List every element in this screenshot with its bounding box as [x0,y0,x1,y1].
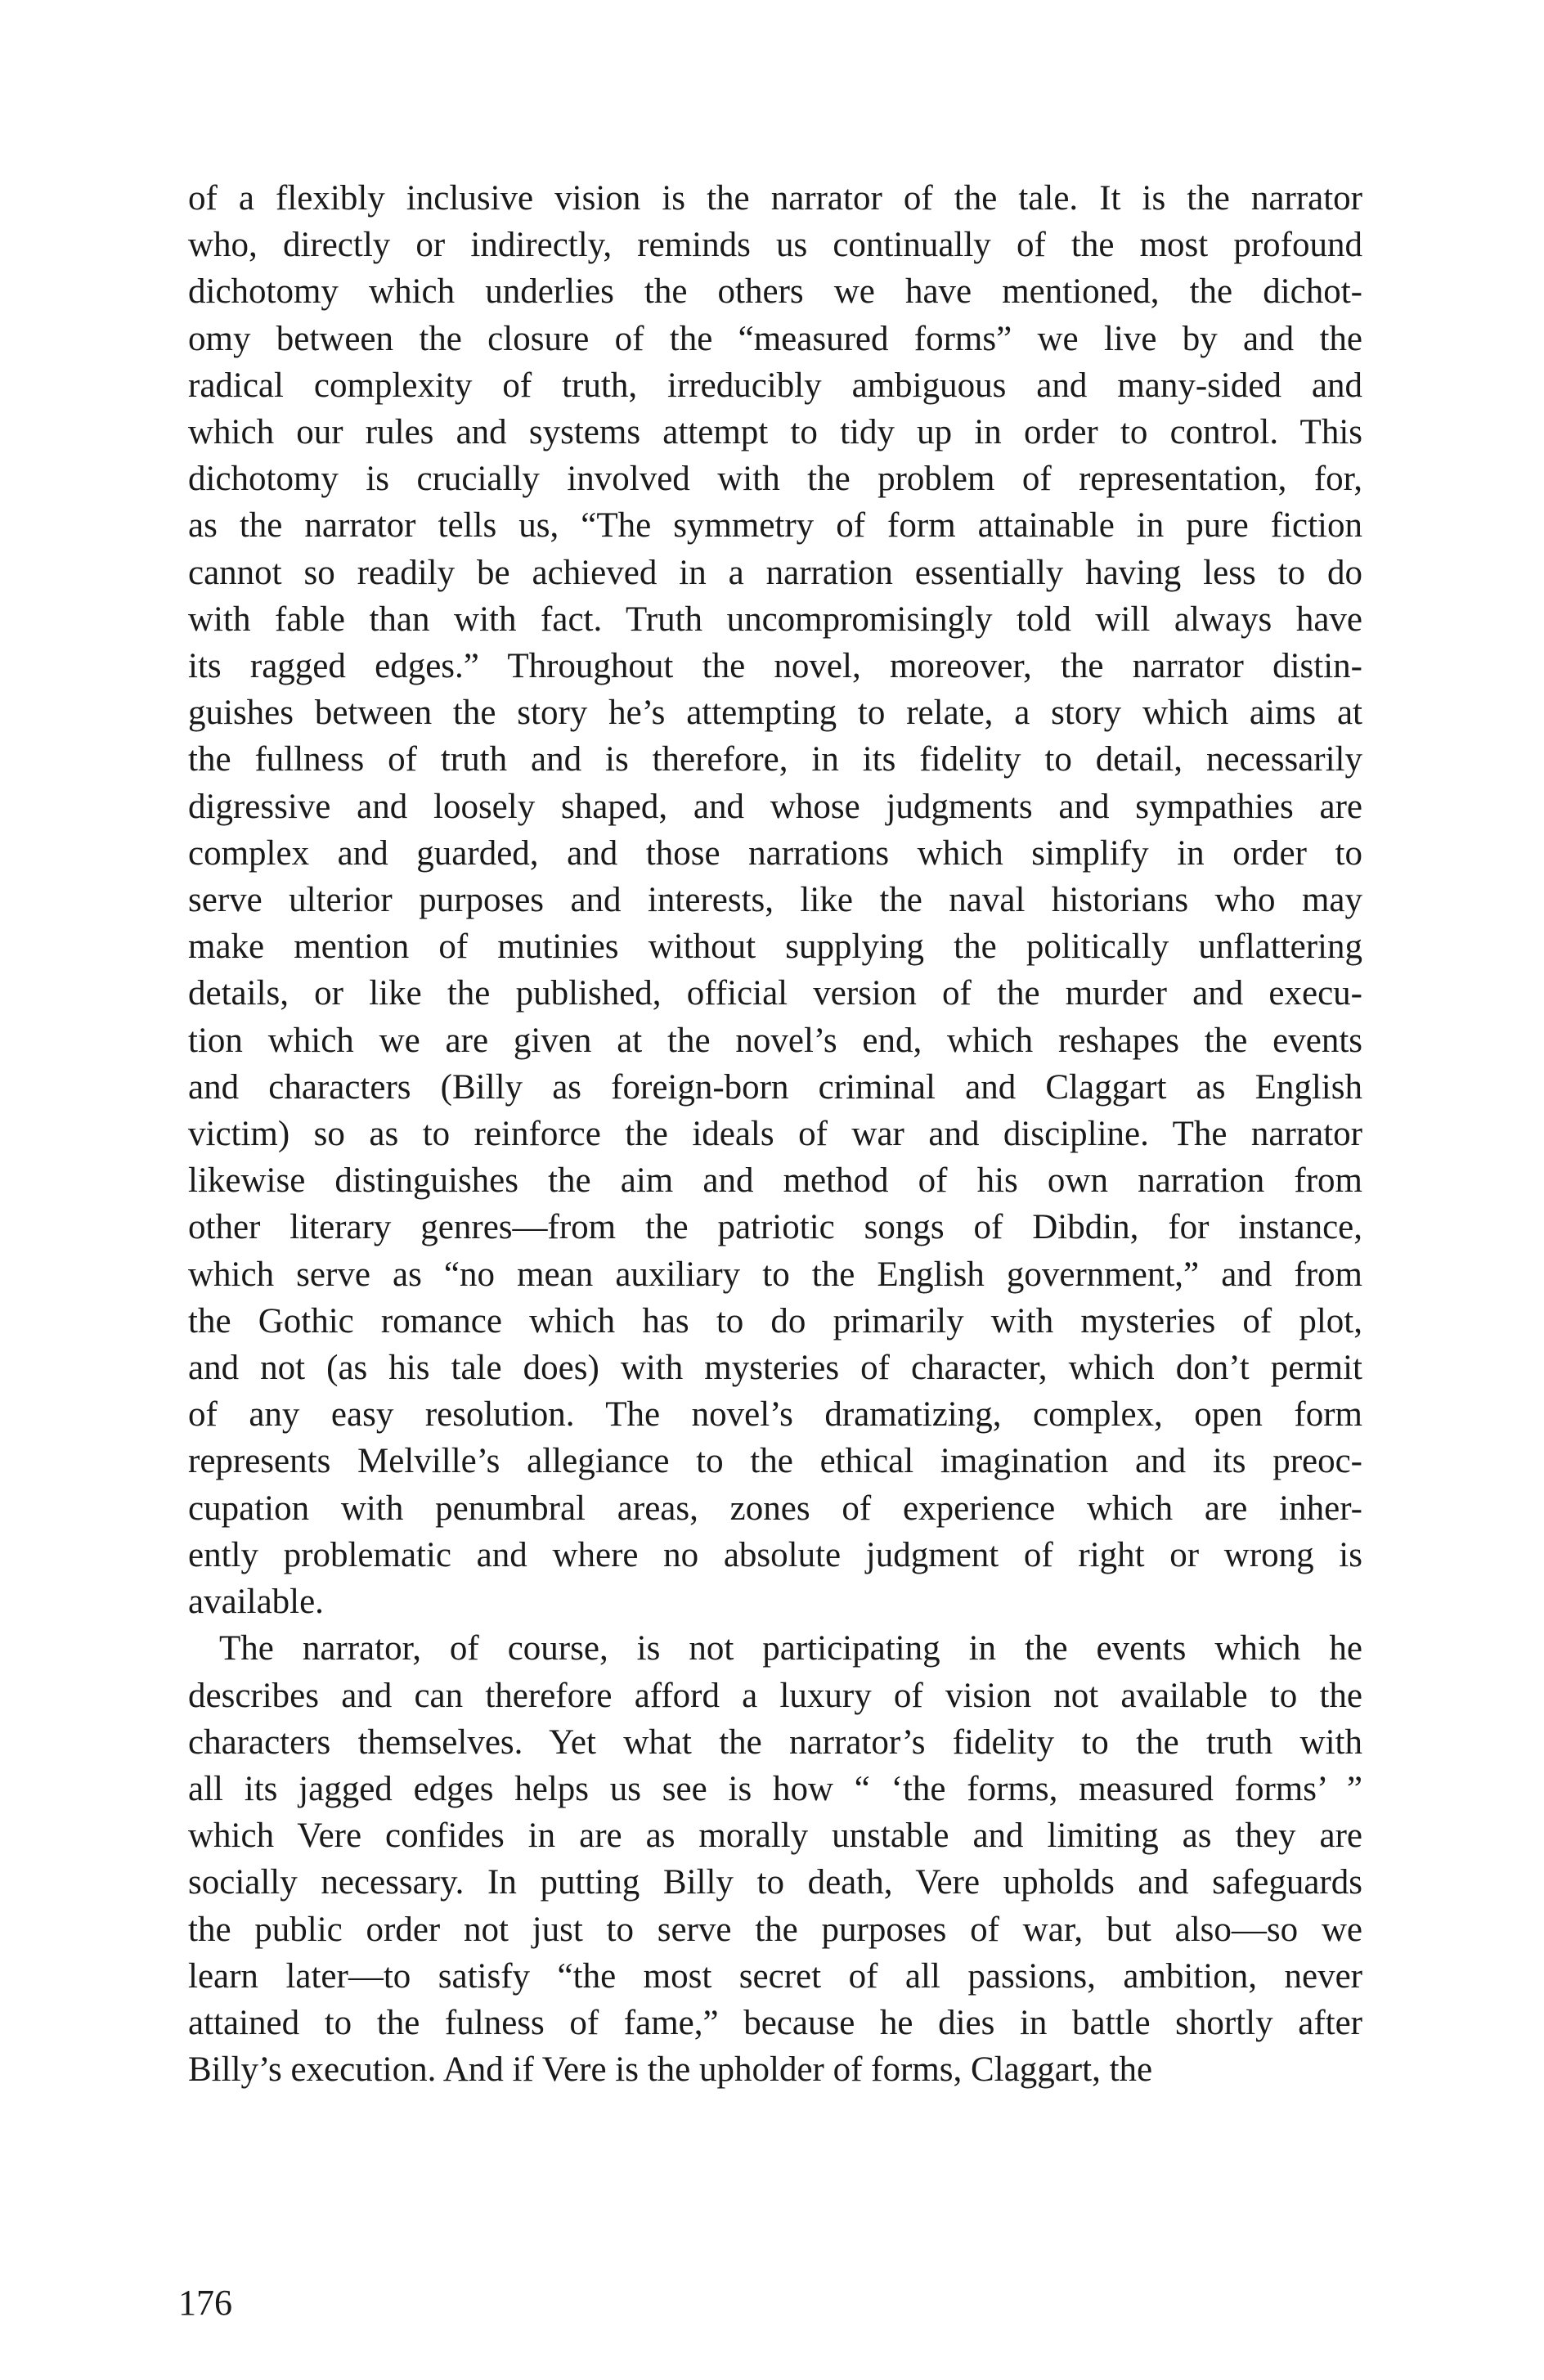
paragraph-2 [188,1625,1362,2093]
text-line: the fullness of truth and is therefore, in its fidelity to detail, necessarily [188,740,1362,779]
text-line: likewise distinguishes the aim and method of his own narration from [188,1161,1362,1201]
text-line: dichotomy is crucially involved with the problem of representation, for, [188,460,1362,499]
text-line: Billy’s execution. And if Vere is the upholder of forms, Claggart, the [188,2050,1153,2090]
text-line: dichotomy which underlies the others we have mentioned, the dichot- [188,272,1362,312]
text-line: who, directly or indirectly, reminds us continually of the most profound [188,226,1362,265]
text-line: complex and guarded, and those narrations which simplify in order to [188,833,1362,873]
text-line: other literary genres—from the patriotic songs of Dibdin, for instance, [188,1208,1362,1247]
text-line: which our rules and systems attempt to tidy up in order to control. This [188,413,1362,452]
text-line: The narrator, of course, is not participating in the events which he [219,1629,1362,1668]
text-line: with fable than with fact. Truth uncompromisingly told will always have [188,599,1362,639]
text-line: tion which we are given at the novel’s end, which reshapes the events [188,1021,1362,1060]
body-text [188,175,1362,2093]
text-line: its ragged edges.” Throughout the novel, moreover, the narrator distin- [188,647,1362,686]
text-line: which Vere confides in are as morally unstable and limiting as they are [188,1816,1362,1856]
text-line: serve ulterior purposes and interests, like the naval historians who may [188,881,1362,920]
text-line: represents Melville’s allegiance to the ethical imagination and its preoc- [188,1442,1362,1481]
text-line: attained to the fulness of fame,” because he dies in battle shortly after [188,2003,1362,2042]
text-line: describes and can therefore afford a luxury of vision not available to the [188,1676,1362,1715]
text-line: characters themselves. Yet what the narrator’s fidelity to the truth with [188,1722,1362,1762]
text-line: victim) so as to reinforce the ideals of war and discipline. The narrator [188,1115,1362,1154]
text-line: digressive and loosely shaped, and whose judgments and sympathies are [188,787,1362,826]
text-line: radical complexity of truth, irreducibly ambiguous and many-sided and [188,366,1362,405]
paragraph-1 [188,175,1362,1625]
text-line: and not (as his tale does) with mysteries of character, which don’t permit [188,1349,1362,1388]
text-line: available. [188,1583,324,1622]
text-line: guishes between the story he’s attempting to relate, a story which aims at [188,694,1362,733]
text-line: the Gothic romance which has to do primarily with mysteries of plot, [188,1301,1362,1340]
text-line: as the narrator tells us, “The symmetry of form attainable in pure fiction [188,506,1362,546]
page-number: 176 [178,2283,232,2323]
text-line: socially necessary. In putting Billy to death, Vere upholds and safeguards [188,1863,1362,1902]
text-line: of a flexibly inclusive vision is the narrator of the tale. It is the narrator [188,179,1362,218]
text-line: omy between the closure of the “measured forms” we live by and the [188,319,1362,358]
text-line: cannot so readily be achieved in a narration essentially having less to do [188,553,1362,592]
text-line: which serve as “no mean auxiliary to the English government,” and from [188,1255,1362,1294]
text-line: all its jagged edges helps us see is how “ ‘the forms, measured forms’ ” [188,1769,1362,1808]
text-line: and characters (Billy as foreign-born criminal and Claggart as English [188,1067,1362,1107]
text-line: cupation with penumbral areas, zones of experience which are inher- [188,1489,1362,1528]
text-line: learn later—to satisfy “the most secret of all passions, ambition, never [188,1956,1362,1996]
text-line: ently problematic and where no absolute judgment of right or wrong is [188,1535,1362,1574]
text-line: make mention of mutinies without supplying the politically unflattering [188,927,1362,967]
text-line: of any easy resolution. The novel’s dramatizing, complex, open form [188,1395,1362,1435]
text-line: the public order not just to serve the purposes of war, but also—so we [188,1910,1362,1949]
text-line: details, or like the published, official version of the murder and execu- [188,974,1362,1013]
